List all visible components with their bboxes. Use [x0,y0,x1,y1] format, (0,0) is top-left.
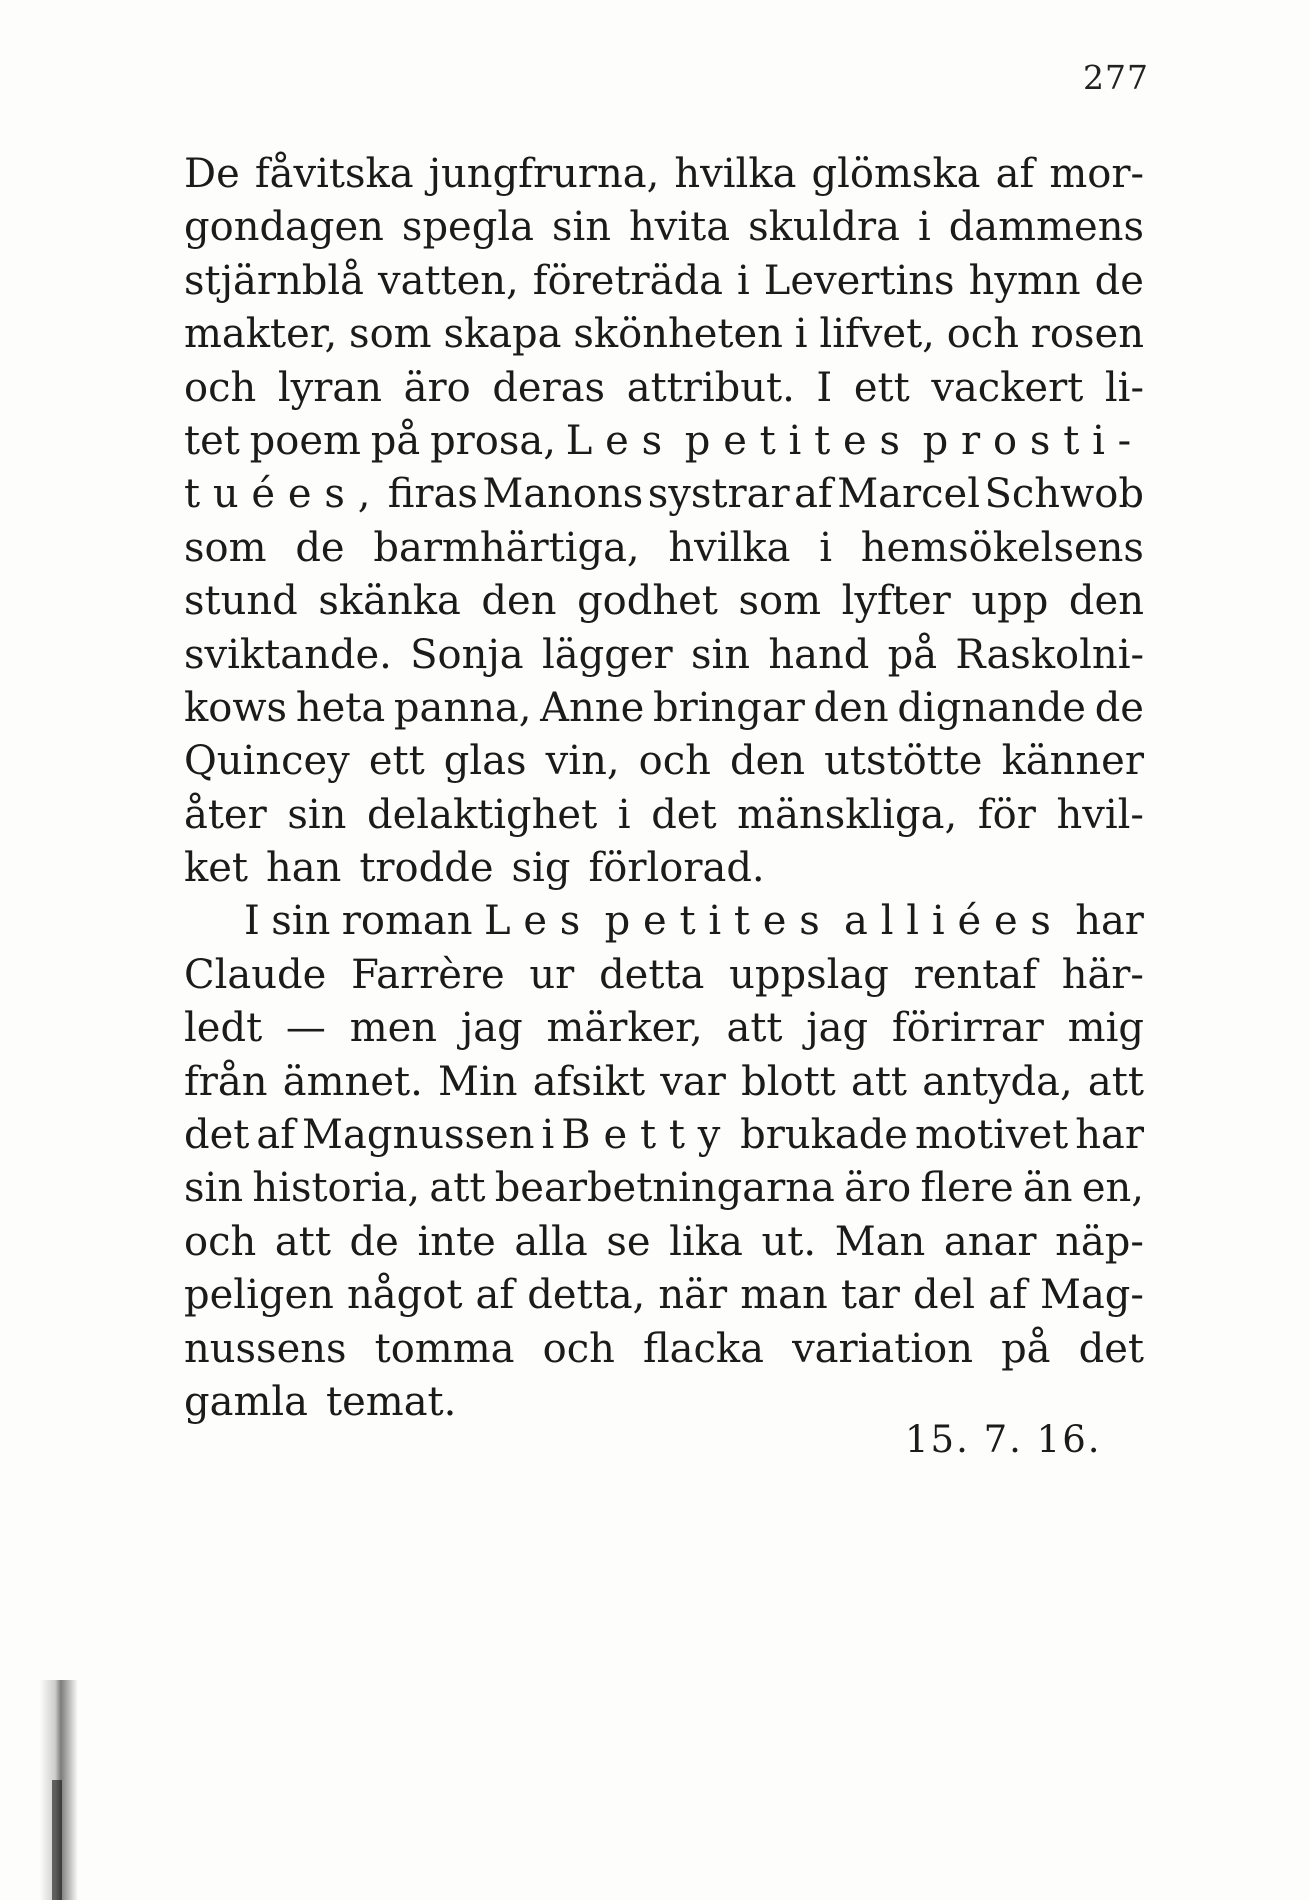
word: sin [271,898,331,945]
word: tomma [374,1325,515,1372]
word: dammens [948,204,1144,251]
word: Farrère [351,951,505,998]
word: och [946,311,1019,358]
word: gondagen [184,204,384,251]
word: inte [417,1218,496,1265]
word: nussens [184,1325,347,1372]
word: Quincey [184,738,350,785]
word: petites [684,417,913,464]
word: af [995,151,1035,197]
word: när [658,1272,728,1319]
word: hvilka [674,151,797,197]
word: den [481,578,557,625]
word: vatten, [378,257,519,304]
word: Mag- [1039,1272,1144,1319]
word: gamla [184,1378,309,1425]
word: anar [943,1218,1037,1265]
word: Les [565,417,675,464]
word: Min [438,1058,518,1105]
word: i [736,257,750,304]
word: attribut. [626,364,795,411]
word: panna, [393,684,532,731]
word: Manons [482,471,644,518]
word: Raskolni- [955,631,1144,678]
word: och [184,364,257,411]
word: af [256,1112,296,1159]
word: som [184,524,267,571]
word: glas [443,738,527,785]
word: af [475,1272,515,1319]
word: något [347,1272,463,1319]
word: bearbetningarna [494,1165,835,1212]
word: i [794,311,808,358]
word: här- [1061,951,1144,998]
word: delaktighet [367,791,598,838]
word: de [349,1218,399,1265]
word: lifvet, [819,311,935,358]
text-line [184,575,1144,628]
word: företräda [532,257,723,304]
word: känner [1001,738,1144,785]
word: stund [184,578,298,625]
word: att [726,1005,783,1052]
word: det [651,791,717,838]
text-line [184,148,1144,201]
text-line [184,629,1144,682]
text-line [184,789,1144,842]
word: hvil- [1056,791,1144,838]
word: detta, [527,1272,646,1319]
text-line [184,468,1144,521]
word: än [1022,1165,1073,1212]
word: en, [1081,1165,1144,1212]
word: ett [368,738,425,785]
word: skänka [318,578,461,625]
word: flacka [642,1325,764,1372]
word: sig [511,845,571,892]
word: variation [792,1325,973,1372]
word: Man [834,1218,926,1265]
word: och [184,1218,257,1265]
word: sviktande. [184,631,392,678]
word: den [813,684,889,731]
word: motivet [915,1112,1069,1159]
word: tuées, [184,471,384,518]
body-text [184,148,1144,1429]
word: äro [844,1165,912,1212]
word: tet [184,417,240,464]
word: alliées [844,898,1064,945]
word: petites [604,898,833,945]
word: sin [690,631,751,678]
word: sin [287,791,347,838]
word: del [913,1272,976,1319]
word: afsikt [532,1058,646,1105]
word: Les [483,898,594,945]
word: de [1094,257,1144,304]
word: för [977,791,1036,838]
word: dignande [897,684,1086,731]
word: och [542,1325,615,1372]
word: lika [669,1218,743,1265]
word: Betty [561,1112,734,1159]
word: jungfrurna, [428,151,660,197]
word: blott [741,1058,836,1105]
scan-edge-mark [52,1780,62,1900]
paragraph-2 [184,895,1144,1429]
word: Sonja [410,631,524,678]
word: prosa, [430,417,556,464]
word: bringar [652,684,805,731]
word: se [606,1218,651,1265]
word: roman [341,898,473,945]
word: historia, [252,1165,421,1212]
word: de [1094,684,1144,731]
text-line [184,1216,1144,1269]
word: märker, [546,1005,703,1052]
word: ledt [184,1005,263,1052]
word: förirrar [891,1005,1044,1052]
word: hand [768,631,870,678]
word: mig [1067,1005,1144,1052]
word: sin [551,204,612,251]
word: lägger [541,631,673,678]
word: på [370,417,421,464]
word: det [184,1112,250,1159]
word: systrar [647,471,790,518]
word: prosti- [922,417,1144,464]
word: näp- [1055,1218,1144,1265]
word: skuldra [748,204,900,251]
word: åter [184,791,267,838]
word: spegla [401,204,534,251]
word: och [638,738,711,785]
text-line [184,308,1144,361]
word: har [1075,1112,1144,1159]
word: i [819,524,832,571]
text-line [184,842,1144,895]
word: på [887,631,938,678]
word: utstötte [824,738,983,785]
word: Claude [184,951,327,998]
word: ett [853,364,910,411]
word: hvita [629,204,731,251]
word: hymn [968,257,1081,304]
word: brukade [740,1112,908,1159]
word: De [184,151,240,197]
word: stjärnblå [184,257,364,304]
text-line [184,201,1144,254]
word: Marcel [837,471,980,518]
word: förlorad. [588,845,765,892]
word: som [349,311,432,358]
word: tar [840,1272,900,1319]
word: den [1068,578,1144,625]
paragraph-1 [184,148,1144,895]
word: rosen [1030,311,1144,358]
word: vackert [931,364,1084,411]
word: Magnussen [302,1112,535,1159]
page-number: 277 [1083,58,1149,97]
text-line [184,1162,1144,1215]
word: uppslag [729,951,889,998]
word: i [541,1112,555,1159]
word: men [349,1005,438,1052]
text-line [184,1269,1144,1322]
word: har [1075,898,1144,945]
text-line [184,362,1144,415]
word: li- [1104,364,1144,411]
word: peligen [184,1272,334,1319]
word: var [660,1058,726,1105]
word: skapa [443,311,562,358]
word: I [244,898,260,945]
word: godhet [577,578,718,625]
text-line [184,735,1144,788]
word: som [738,578,822,625]
word: lyfter [841,578,951,625]
word: mor- [1049,151,1144,197]
text-line [184,1002,1144,1055]
word: på [1001,1325,1051,1372]
word: upp [971,578,1049,625]
word: barmhärtiga, [373,524,640,571]
word: Levertins [763,257,955,304]
word: I [816,364,833,411]
word: äro [403,364,471,411]
word: Schwob [984,471,1144,518]
word: att [850,1058,907,1105]
word: den [729,738,806,785]
word: ket [184,845,248,892]
word: deras [492,364,606,411]
word: skönheten [573,311,783,358]
word: glömska [811,151,981,197]
word: hemsökelsens [860,524,1144,571]
word: att [274,1218,331,1265]
word: af [988,1272,1027,1319]
word: i [917,204,931,251]
word: jag [460,1005,523,1052]
word: temat. [326,1378,457,1425]
text-line [184,1056,1144,1109]
word: det [1078,1325,1144,1372]
word: hvilka [668,524,791,571]
word: detta [599,951,705,998]
word: vin, [545,738,620,785]
word: rentaf [913,951,1037,998]
word: sin [184,1165,244,1212]
word: mänskliga, [737,791,958,838]
text-line [184,415,1144,468]
word: — [285,1005,326,1052]
word: ämnet. [282,1058,423,1105]
text-line [184,949,1144,1002]
word: man [740,1272,828,1319]
word: antyda, [922,1058,1073,1105]
word: från [184,1058,268,1105]
word: lyran [277,364,382,411]
word: kows [184,684,288,731]
word: att [1087,1058,1144,1105]
word: att [429,1165,486,1212]
word: firas [387,471,478,518]
word: makter, [184,311,338,358]
text-line [184,1323,1144,1376]
word: ut. [761,1218,817,1265]
text-line [184,682,1144,735]
word: de [295,524,345,571]
word: heta [295,684,386,731]
date-signature: 15. 7. 16. [905,1418,1102,1461]
text-line [184,1109,1144,1162]
word: flere [920,1165,1014,1212]
word: jag [806,1005,869,1052]
word: af [794,471,833,518]
word: trodde [359,845,494,892]
word: han [265,845,342,892]
text-line [184,255,1144,308]
word: fåvitska [254,151,414,197]
word: alla [514,1218,588,1265]
word: Anne [540,684,645,731]
text-line [184,522,1144,575]
word: i [617,791,631,838]
word: ur [529,951,575,998]
word: poem [249,417,361,464]
text-line [184,895,1144,948]
